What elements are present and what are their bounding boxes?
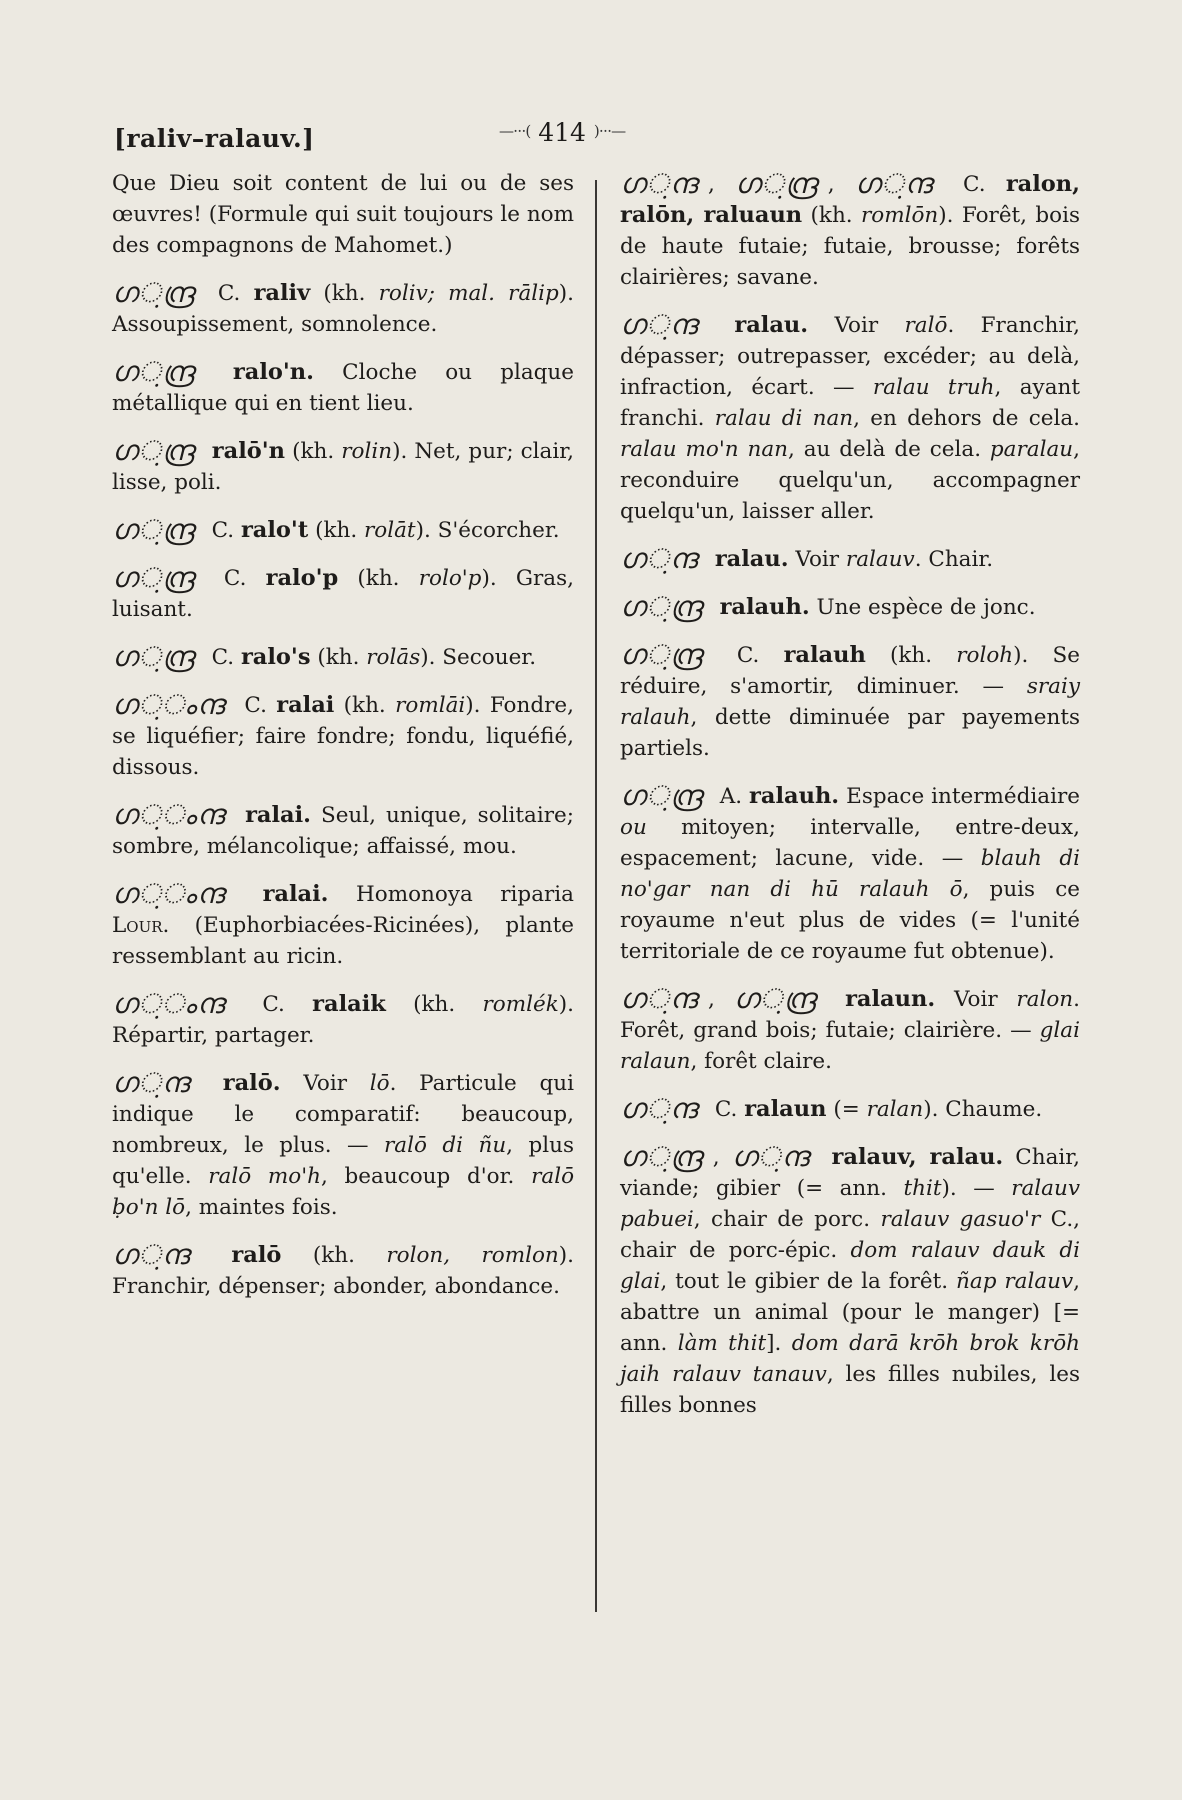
headword: ralauv, ralau. xyxy=(831,1144,1004,1170)
cham-script: ഗ਼ന്ദ്ര xyxy=(620,590,703,623)
entry-ralai-homonoya: ഗ਼ംന്ദ ralai. Homonoya riparia Lour. (Euphorbiacées-Ricinées), plante ressemblant au ricin. xyxy=(112,877,574,969)
column-divider xyxy=(595,180,597,1612)
entry-ralon-net: ഗ਼ന്ദ്ര ralō'n (kh. rolin). Net, pur; clair, lisse, poli. xyxy=(112,434,574,495)
ornament-right: )⋅⋅⋅— xyxy=(593,122,626,140)
headword: ralo'n. xyxy=(232,359,314,385)
headword: ralo't xyxy=(240,517,309,543)
entry-ralau-chair: ഗ਼ന്ദ ralau. Voir ralauv. Chair. xyxy=(620,542,994,575)
headword: ralai. xyxy=(245,802,312,828)
cham-script: ഗ਼ന്ദ xyxy=(620,542,698,575)
headword: ralo'p xyxy=(265,565,339,591)
entry-ralai-seul: ഗ਼ംന്ദ ralai. Seul, unique, solitaire; sombre, mélancolique; affaissé, mou. xyxy=(112,798,574,859)
ornament-left: —⋅⋅⋅( xyxy=(499,122,531,140)
headword: ralauh. xyxy=(719,594,810,620)
headword: ralō xyxy=(231,1242,282,1268)
entry-ralauh-espace: ഗ਼ന്ദ്ര A. ralauh. Espace intermédiaire ou mitoyen; intervalle, entre-deux, espacement; lacune, vide. — blauh di no'gar nan di hū ralauh ō, puis ce royaume n'eut plus de vides (= l'unité territoriale de ce royaume fut obtenue). xyxy=(620,779,1080,964)
cham-script: ഗ਼ംന്ദ xyxy=(112,688,226,721)
entry-ralon-foret: ഗ਼ന്ദ , ഗ਼ന്ദ്ര , ഗ਼ന്ദ C. ralon, ralōn, raluaun (kh. romlōn). Forêt, bois de haute futaie; futaie, brousse; forêts clairières; savane. xyxy=(620,167,1080,290)
cham-script: ഗ਼ന്ദ xyxy=(620,1092,698,1125)
headword: ralau. xyxy=(734,312,809,338)
entry-ralaun-foret: ഗ਼ന്ദ , ഗ਼ന്ദ്ര ralaun. Voir ralon. Forêt, grand bois; futaie; clairière. — glai ralaun, forêt claire. xyxy=(620,982,1080,1074)
cham-script: ഗ਼ന്ദ xyxy=(620,308,698,341)
cham-script: ഗ਼ന്ദ്ര xyxy=(112,355,195,388)
cham-script: ഗ਼ന്ദ്ര xyxy=(112,561,195,594)
cham-script: ഗ਼ന്ദ്ര xyxy=(620,1140,703,1173)
cham-script: ഗ਼ന്ദ്ര xyxy=(620,779,703,812)
entry-ralaik: ഗ਼ംന്ദ C. ralaik (kh. romlék). Répartir, partager. xyxy=(112,987,574,1048)
right-column xyxy=(620,168,1080,1437)
entry-ralauh-reduire: ഗ਼ന്ദ്ര C. ralauh (kh. roloh). Se réduire, s'amortir, diminuer. — sraiy ralauh, dette diminuée par payements partiels. xyxy=(620,638,1080,761)
cham-script: ഗ਼ന്ദ xyxy=(854,167,933,200)
cham-script: ഗ਼ന്ദ്ര xyxy=(620,638,703,671)
cham-script: ഗ਼ന്ദ്ര xyxy=(733,982,817,1015)
headword: ralau. xyxy=(714,546,789,572)
entry-ralo-franchir: ഗ਼ന്ദ ralō (kh. rolon, romlon). Franchir, dépenser; abonder, abondance. xyxy=(112,1238,574,1299)
cham-script: ഗ਼ന്ദ xyxy=(620,167,698,200)
entry-continuation: Que Dieu soit content de lui ou de ses œuvres! (Formule qui suit toujours le nom des compagnons de Mahomet.) xyxy=(112,171,574,258)
entry-ralos: ഗ਼ന്ദ്ര C. ralo's (kh. rolās). Secouer. xyxy=(112,640,537,673)
headword: ralo's xyxy=(240,644,311,670)
headword: ralai xyxy=(276,692,335,718)
cham-script: ഗ਼ന്ദ xyxy=(731,1140,810,1173)
entry-ralot: ഗ਼ന്ദ്ര C. ralo't (kh. rolāt). S'écorcher. xyxy=(112,513,560,546)
headword: ralaun xyxy=(744,1096,827,1122)
running-head: [raliv–ralauv.] xyxy=(114,124,315,153)
entry-ralai-fondre: ഗ਼ംന്ദ C. ralai (kh. romlāi). Fondre, se liquéfier; faire fondre; fondu, liquéfié, dissous. xyxy=(112,688,574,780)
entry-ralo-particule: ഗ਼ന്ദ ralō. Voir lō. Particule qui indique le comparatif: beaucoup, nombreux, le plus. — ralō di ñu, plus qu'elle. ralō mo'h, beaucoup d'or. ralō ḅo'n lō, maintes fois. xyxy=(112,1066,575,1220)
headword: ralō'n xyxy=(211,438,286,464)
cham-script: ഗ਼ംന്ദ xyxy=(112,987,226,1020)
cham-script: ഗ਼ന്ദ xyxy=(112,1238,190,1271)
entry-ralauh-jonc: ഗ਼ന്ദ്ര ralauh. Une espèce de jonc. xyxy=(620,590,1036,623)
cham-script: ഗ਼ന്ദ xyxy=(620,982,698,1015)
headword: ralō. xyxy=(222,1070,281,1096)
headword: ralauh xyxy=(783,642,866,668)
headword: ralon, ralōn, raluaun xyxy=(620,171,1080,228)
cham-script: ഗ਼ംന്ദ xyxy=(112,877,226,910)
page-header xyxy=(112,118,1070,168)
entry-raliv: ഗ਼ന്ദ്ര C. raliv (kh. roliv; mal. rālip). Assoupissement, somnolence. xyxy=(112,276,575,337)
cham-script: ഗ਼ന്ദ്ര xyxy=(735,167,818,200)
cham-script: ഗ਼ംന്ദ xyxy=(112,798,226,831)
entry-ralau-franchir: ഗ਼ന്ദ ralau. Voir ralō. Franchir, dépasser; outrepasser, excéder; au delà, infraction, écart. — ralau truh, ayant franchi. ralau di nan, en dehors de cela. ralau mo'n nan, au delà de cela. paralau, reconduire quelqu'un, accompagner quelqu'un, laisser aller. xyxy=(620,308,1081,524)
entry-ralaun-chaume: ഗ਼ന്ദ C. ralaun (= ralan). Chaume. xyxy=(620,1092,1043,1125)
headword: raliv xyxy=(253,280,311,306)
cham-script: ഗ਼ന്ദ്ര xyxy=(112,640,195,673)
entry-ralauv: ഗ਼ന്ദ്ര , ഗ਼ന്ദ ralauv, ralau. Chair, viande; gibier (= ann. thit). — ralauv pabuei, chair de porc. ralauv gasuo'r C., chair de porc-épic. dom ralauv dauk di glai, tout le gibier de la forêt. ñap ralauv, abattre un animal (pour le manger) [= ann. làm thit]. dom darā krōh brok krōh jaih ralauv tanauv, les filles nubiles, les filles bonnes xyxy=(620,1140,1081,1418)
headword: ralai. xyxy=(262,881,329,907)
headword: ralaik xyxy=(312,991,386,1017)
cham-script: ഗ਼ന്ദ്ര xyxy=(112,434,195,467)
headword: ralauh. xyxy=(749,783,840,809)
left-column xyxy=(112,168,574,1318)
cham-script: ഗ਼ന്ദ്ര xyxy=(112,513,195,546)
cham-script: ഗ਼ന്ദ xyxy=(112,1066,190,1099)
cham-script: ഗ਼ന്ദ്ര xyxy=(112,276,195,309)
page-number: 414 xyxy=(538,118,586,147)
page-number-line xyxy=(499,118,625,147)
headword: ralaun. xyxy=(845,986,936,1012)
entry-ralon-cloche: ഗ਼ന്ദ്ര ralo'n. Cloche ou plaque métallique qui en tient lieu. xyxy=(112,355,574,416)
entry-ralop: ഗ਼ന്ദ്ര C. ralo'p (kh. rolo'p). Gras, luisant. xyxy=(112,561,574,622)
